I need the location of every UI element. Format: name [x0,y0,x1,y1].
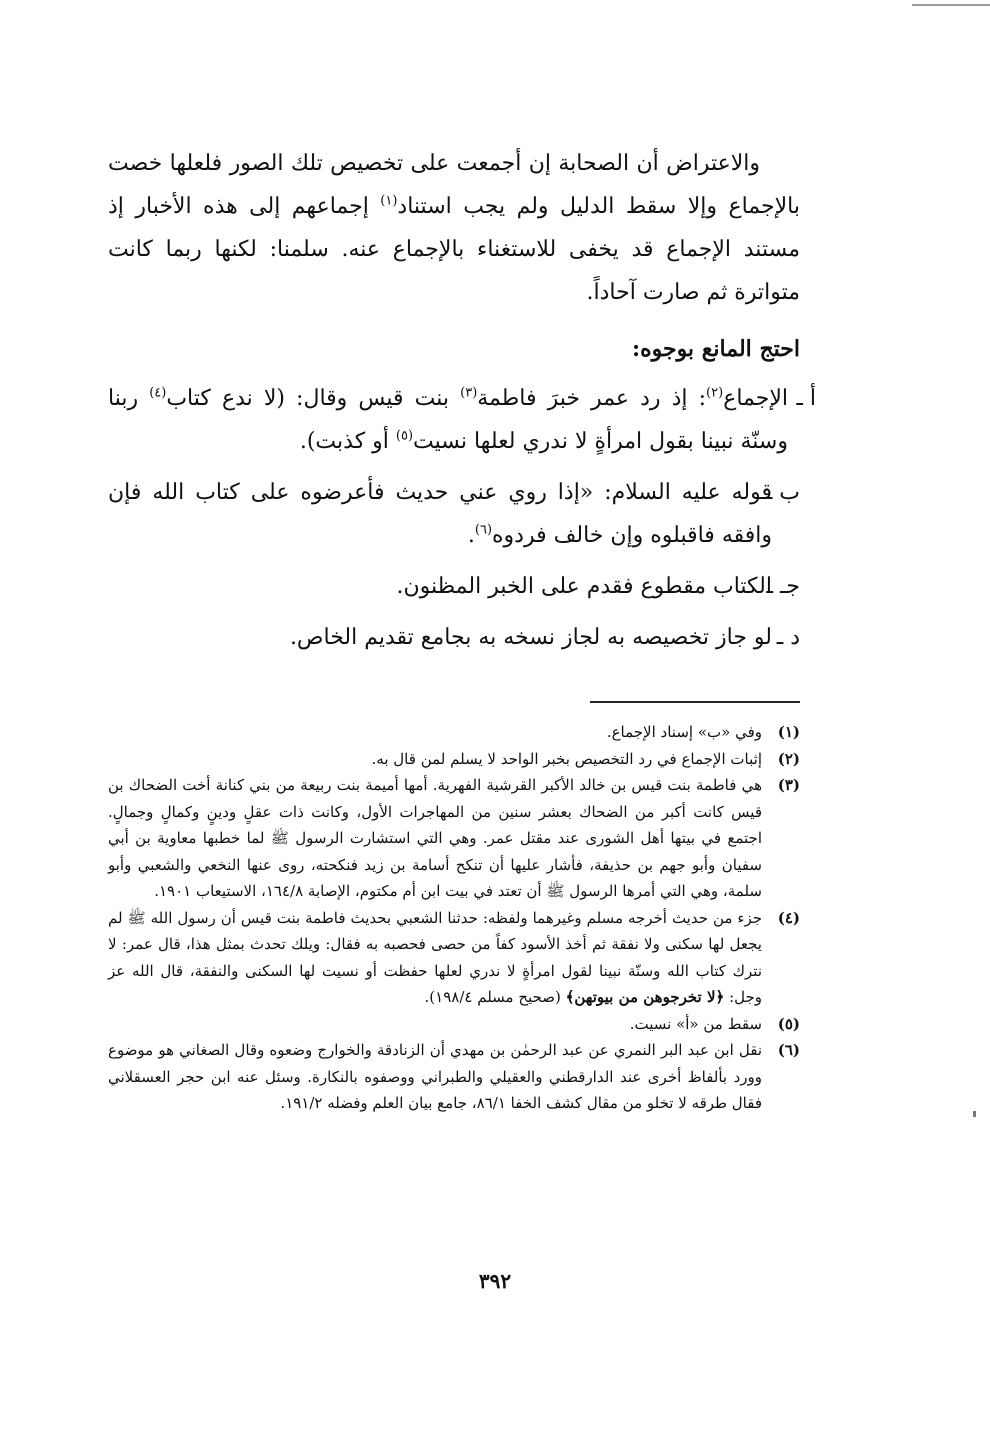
scan-speck [973,1111,976,1117]
footnote-ref-5: (٥) [395,428,414,444]
footnote-ref-4: (٤) [149,385,167,401]
list-item-label: جـ ـ [766,574,800,599]
item-text: ربنا وسنّة نبينا بقول امرأةٍ لا ندري لعلها نسيت [108,386,788,454]
item-text: قوله عليه السلام: «إذا روي عني حديث فأعرضوه على كتاب الله فإن وافقه فاقبلوه وإن خالف فردوه [108,480,772,548]
footnote-ref-3: (٣) [460,385,478,401]
paragraph-text: إجماعهم إلى هذه الأخبار إذ مستند الإجماع قد يخفى للاستغناء بالإجماع عنه. سلمنا: لكنها ربما كانت متواترة ثم صارت آحاداً. [108,194,800,305]
item-text: الكتاب مقطوع فقدم على الخبر المظنون. [396,574,772,599]
footnote-2 [108,746,800,773]
item-text: لو جاز تخصيصه به لجاز نسخه به بجامع تقديم الخاص. [289,625,772,650]
item-text: : إذ رد عمر خبرَ فاطمة [477,386,707,411]
quran-quote: ﴿لا تخرجوهن من بيوتهن﴾ [565,988,725,1006]
footnote-number: (٥) [777,1014,800,1033]
list-item-label: ب ـ [765,480,800,505]
footnote-number: (٤) [777,908,800,927]
footnote-text: نقل ابن عبد البر النمري عن عبد الرحمٰن بن مهدي أن الزنادقة والخوارج وضعوه وقال الصغاني هو موضوع وورد بألفاظ أخرى عند الدارقطني والعقيلي والطبراني ووصفوه بالنكارة. وسئل عنه ابن حجر العسقلاني فقال طرقه لا تخلو من مقال كشف الخفا ٨٦/١، جامع بيان العلم وفضله ١٩١/٢. [108,1041,762,1112]
footnote-1 [108,719,800,746]
footnote-number: (١) [777,723,800,741]
footnote-number: (٣) [777,776,800,794]
footnote-ref-6: (٦) [474,522,493,538]
list-item-b [108,471,800,557]
page-content [108,142,816,1117]
item-text: الإجماع [723,386,788,411]
footnote-text: جزء من حديث أخرجه مسلم وغيرهما ولفظه: حدثنا الشعبي بحديث فاطمة بنت قيس أن رسول الله ﷺ لم يجعل لها سكنى ولا نفقة ثم أخذ الأسود كفاً من حصى فحصبه به فقال: ويلك تحدث بمثل هذا، قال عمر: لا نترك كتاب الله وسنّة نبينا لقول امرأةٍ لا ندري لعلها حفظت أو نسيت لها السكنى والنفقة، قال الله عز وجل: [108,908,762,1006]
item-text: بنت قيس وقال: (لا ندع كتاب [166,386,461,411]
footnote-text: (صحيح مسلم ١٩٨/٤). [424,988,566,1006]
footnote-text: سقط من «أ» نسيت. [629,1014,762,1033]
paragraph-text: والاعتراض أن الصحابة إن أجمعت على تخصيص تلك الصور فلعلها خصت بالإجماع وإلا سقط الدليل ولم يجب استناد [108,151,800,219]
list-item-label: أ ـ [796,386,816,411]
footnote-text: هي فاطمة بنت قيس بن خالد الأكبر القرشية الفهرية. أمها أميمة بنت ربيعة من بني كنانة أخت الضحاك بن قيس كانت أكبر من الضحاك بعشر سنين من المهاجرات الأول، وكانت ذات عقلٍ ودينٍ وكمالٍ وجمالٍ. اجتمع في بيتها أهل الشورى عند مقتل عمر. وهي التي استشارت الرسول ﷺ لما خطبها معاوية بن أبي سفيان وأبو جهم بن حذيفة، فأشار عليها أن تنكح أسامة بن زيد فنكحته، روى عنها النخعي والشعبي وأبو سلمة، وهي التي أمرها الرسول ﷺ أن تعتد في بيت ابن أم مكتوم، الإصابة ١٦٤/٨، الاستيعاب ١٩٠١. [108,776,762,900]
footnote-4 [108,905,800,1011]
footnote-6 [108,1037,800,1117]
footnote-ref-1: (١) [380,193,398,209]
list-item-d [108,616,800,659]
footnote-text: وفي «ب» إسناد الإجماع. [606,723,762,741]
list-item-label: د ـ [776,625,800,650]
page-number: ٣٩٢ [478,1269,512,1293]
item-text: أو كذبت). [299,429,396,454]
list-item-c [108,565,800,608]
opening-paragraph [108,142,800,314]
footnote-text: إثبات الإجماع في رد التخصيص بخبر الواحد لا يسلم لمن قال به. [371,749,762,768]
footnote-ref-2: (٢) [706,385,724,401]
item-text: . [467,523,475,548]
footnote-divider [590,701,800,703]
section-heading: احتج المانع بوجوه: [631,336,800,362]
scan-edge-mark [912,4,990,6]
list-item-a [108,377,816,463]
footnote-5 [108,1011,800,1038]
footnote-number: (٦) [777,1041,800,1059]
footnote-3 [108,772,800,905]
footnote-number: (٢) [777,749,800,768]
